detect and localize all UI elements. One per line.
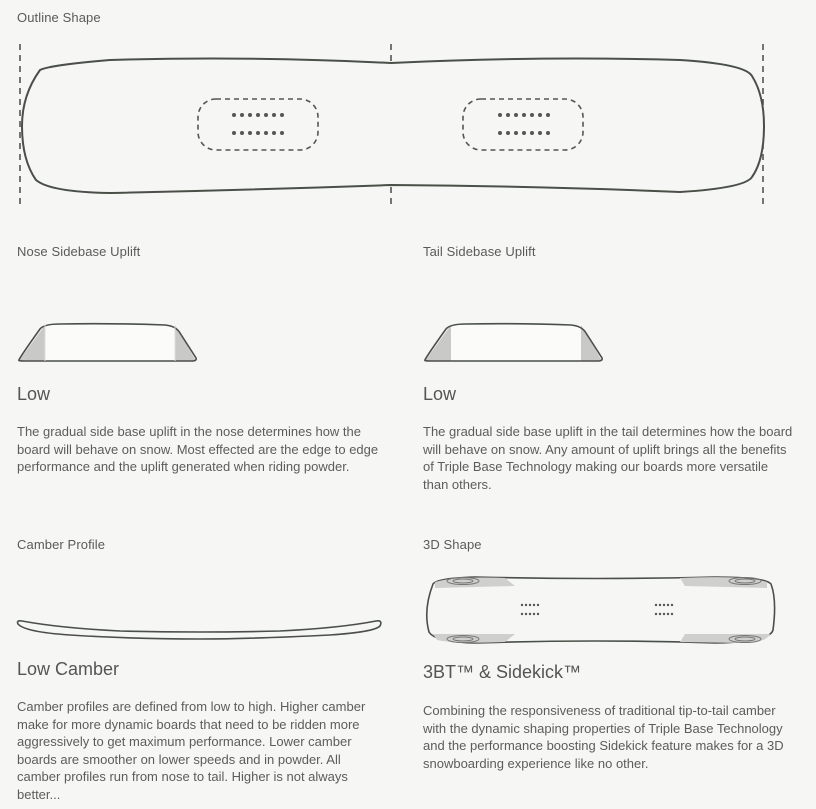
nose-uplift-value: Low <box>17 384 51 404</box>
nose-uplift-description: The gradual side base uplift in the nose determines how the board will behave on snow. Most effected are the edge to edge performance and the uplift generated when riding powder. <box>17 424 379 474</box>
3d-shape-description: Combining the responsiveness of traditional tip-to-tail camber with the dynamic shaping properties of Triple Base Technology and the performance boosting Sidekick feature makes for a 3D snowboarding experience like no other. <box>423 703 784 771</box>
nose-uplift-icon <box>0 315 210 370</box>
camber-profile-description: Camber profiles are defined from low to high. Higher camber make for more dynamic boards that need to be ridden more aggressively to get maximum performance. Lower camber boards are smoother on lower speeds and in powder. All camber profiles run from nose to tail. Higher is not always better... <box>17 699 366 802</box>
3d-shape-icon <box>415 570 785 650</box>
outline-shape-label: Outline Shape <box>17 10 101 25</box>
3d-shape-label: 3D Shape <box>423 537 482 552</box>
camber-profile-label: Camber Profile <box>17 537 106 552</box>
snowboard-outline-icon <box>0 0 816 215</box>
tail-uplift-label: Tail Sidebase Uplift <box>423 244 536 259</box>
tail-uplift-icon <box>406 315 616 370</box>
camber-profile-value: Low Camber <box>17 659 120 679</box>
tail-uplift-description: The gradual side base uplift in the tail determines how the board will behave on snow. Any amount of uplift brings all the benefits of Triple Base Technology making our boards more versatile than others. <box>423 424 793 492</box>
nose-uplift-label: Nose Sidebase Uplift <box>17 244 141 259</box>
camber-profile-icon <box>0 610 400 645</box>
tail-uplift-value: Low <box>423 384 457 404</box>
3d-shape-value: 3BT™ & Sidekick™ <box>423 662 582 682</box>
